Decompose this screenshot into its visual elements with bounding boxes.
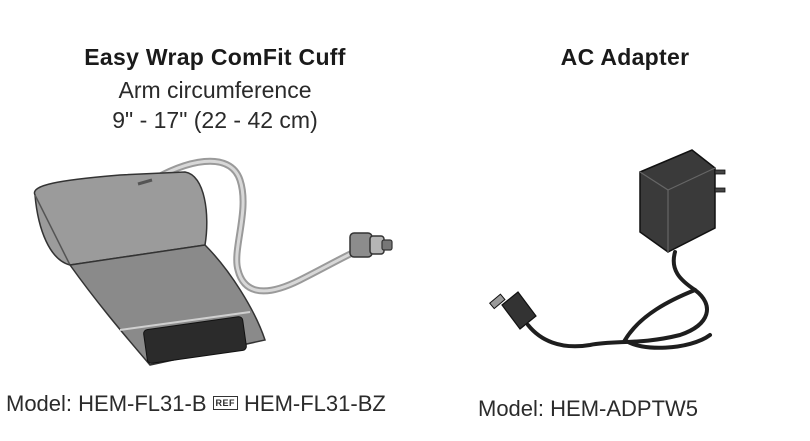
cuff-title: Easy Wrap ComFit Cuff bbox=[84, 44, 346, 70]
adapter-block bbox=[640, 150, 725, 252]
cuff-subtitle: Arm circumference bbox=[118, 77, 312, 103]
cuff-model-alt: HEM-FL31-BZ bbox=[244, 391, 386, 416]
adapter-model: Model: HEM-ADPTW5 bbox=[478, 396, 699, 421]
adapter-illustration bbox=[440, 140, 810, 380]
cuff-model bbox=[6, 391, 386, 417]
ref-badge: REF bbox=[213, 396, 239, 410]
adapter-panel bbox=[440, 0, 810, 441]
cuff-connector bbox=[350, 233, 392, 257]
cuff-model-prefix: Model: HEM-FL31-B bbox=[6, 391, 207, 416]
cuff-illustration bbox=[0, 140, 430, 400]
cuff-range: 9" - 17" (22 - 42 cm) bbox=[112, 107, 318, 133]
adapter-title: AC Adapter bbox=[560, 44, 690, 70]
